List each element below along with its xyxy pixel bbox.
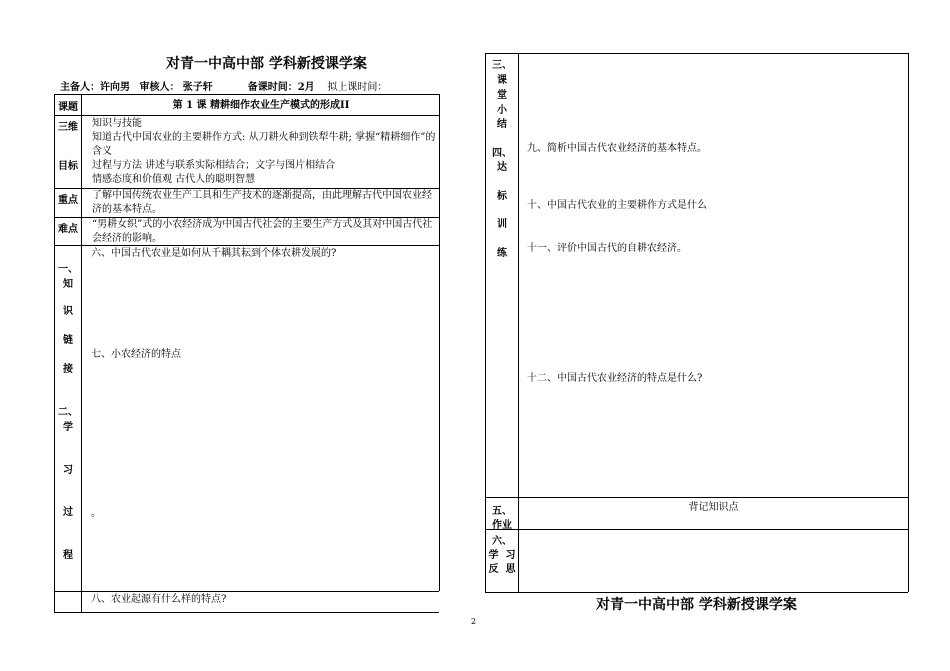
reviewer-label: 审核人： bbox=[139, 82, 180, 93]
reflect-label-1: 六、 bbox=[492, 536, 512, 547]
homework-label-2: 作业 bbox=[492, 520, 512, 531]
goals-line: 情感态度和价值观 古代人的聪明智慧 bbox=[92, 174, 256, 185]
reflect-label-2: 学 习 bbox=[488, 550, 516, 561]
question-12: 十二、中国古代农业经济的特点是什么? bbox=[527, 373, 703, 384]
question-11: 十一、评价中国古代的自耕农经济。 bbox=[527, 243, 687, 254]
goals-line: 过程与方法 讲述与联系实际相结合；文字与图片相结合 bbox=[92, 160, 336, 171]
preparer-label: 主备人： bbox=[60, 82, 100, 93]
goals-line: 知识与技能 bbox=[92, 118, 142, 129]
preparer-name: 许向男 bbox=[100, 82, 130, 93]
homework-text: 背记知识点 bbox=[688, 502, 739, 513]
practice-label-char: 训 bbox=[497, 219, 507, 230]
difficult-point-label: 难点 bbox=[58, 224, 78, 235]
prep-time-label: 备课时间： bbox=[247, 82, 298, 93]
question-9: 九、简析中国古代农业经济的基本特点。 bbox=[527, 143, 707, 154]
goals-label-1: 三维 bbox=[58, 122, 78, 133]
section-label-char: 识 bbox=[63, 306, 73, 317]
key-point-text: 了解中国传统农业生产工具和生产技术的逐渐提高，由此理解古代中国农业经济的基本特点。 bbox=[92, 190, 432, 215]
reviewer-name: 张子轩 bbox=[182, 82, 213, 93]
practice-label-char: 标 bbox=[497, 191, 507, 202]
question-8: 八、农业起源有什么样的特点? bbox=[91, 594, 227, 605]
key-point-label: 重点 bbox=[58, 195, 78, 206]
practice-label-char: 练 bbox=[497, 248, 507, 259]
section-label-char: 程 bbox=[63, 550, 73, 561]
goals-line: 知道古代中国农业的主要耕作方式: 从刀耕火种到铁犁牛耕; 掌握“精耕细作”的 bbox=[92, 132, 436, 143]
goals-line: 含义 bbox=[92, 146, 112, 157]
meta-line bbox=[60, 78, 387, 93]
summary-label-char: 课 bbox=[497, 75, 507, 86]
section-label-char: 知 bbox=[63, 279, 73, 290]
goals-label-2: 目标 bbox=[58, 161, 78, 172]
class-time-label: 拟上课时间： bbox=[327, 82, 388, 93]
left-page-title: 对青一中高中部 学科新授课学案 bbox=[166, 56, 367, 72]
section-label-char: 接 bbox=[63, 364, 73, 375]
difficult-point-text: “男耕女织”式的小农经济成为中国古代社会的主要生产方式及其对中国古代社会经济的影响。 bbox=[92, 219, 433, 244]
summary-label-char: 三、 bbox=[492, 60, 512, 71]
lesson-topic: 第 1 课 精耕细作农业生产模式的形成II bbox=[172, 100, 350, 111]
reflect-label-3: 反 思 bbox=[488, 564, 516, 575]
question-10: 十、中国古代农业的主要耕作方式是什么 bbox=[527, 200, 707, 211]
punctuation-mark: 。 bbox=[91, 508, 101, 519]
summary-label-char: 结 bbox=[497, 119, 507, 130]
summary-label-char: 小 bbox=[497, 105, 507, 116]
question-6: 六、中国古代农业是如何从千耦其耘到个体农耕发展的? bbox=[91, 248, 337, 259]
right-page-bottom-title: 对青一中高中部 学科新授课学案 bbox=[596, 597, 797, 613]
section-label-char: 过 bbox=[63, 507, 73, 518]
practice-label-char: 四、 bbox=[492, 148, 512, 159]
homework-label-1: 五、 bbox=[492, 506, 512, 517]
summary-label-char: 堂 bbox=[497, 90, 507, 101]
section-label-char: 一、 bbox=[58, 264, 78, 275]
section-label-char: 习 bbox=[63, 465, 73, 476]
topic-label: 课题 bbox=[58, 102, 78, 113]
section-label-char: 二、 bbox=[58, 407, 78, 418]
goals-text bbox=[92, 117, 437, 187]
section-label-char: 链 bbox=[63, 335, 73, 346]
question-7: 七、小农经济的特点 bbox=[91, 349, 181, 360]
practice-label-char: 达 bbox=[497, 162, 507, 173]
section-label-char: 学 bbox=[63, 422, 73, 433]
prep-time: 2月 bbox=[297, 82, 315, 93]
page-number: 2 bbox=[471, 617, 477, 626]
